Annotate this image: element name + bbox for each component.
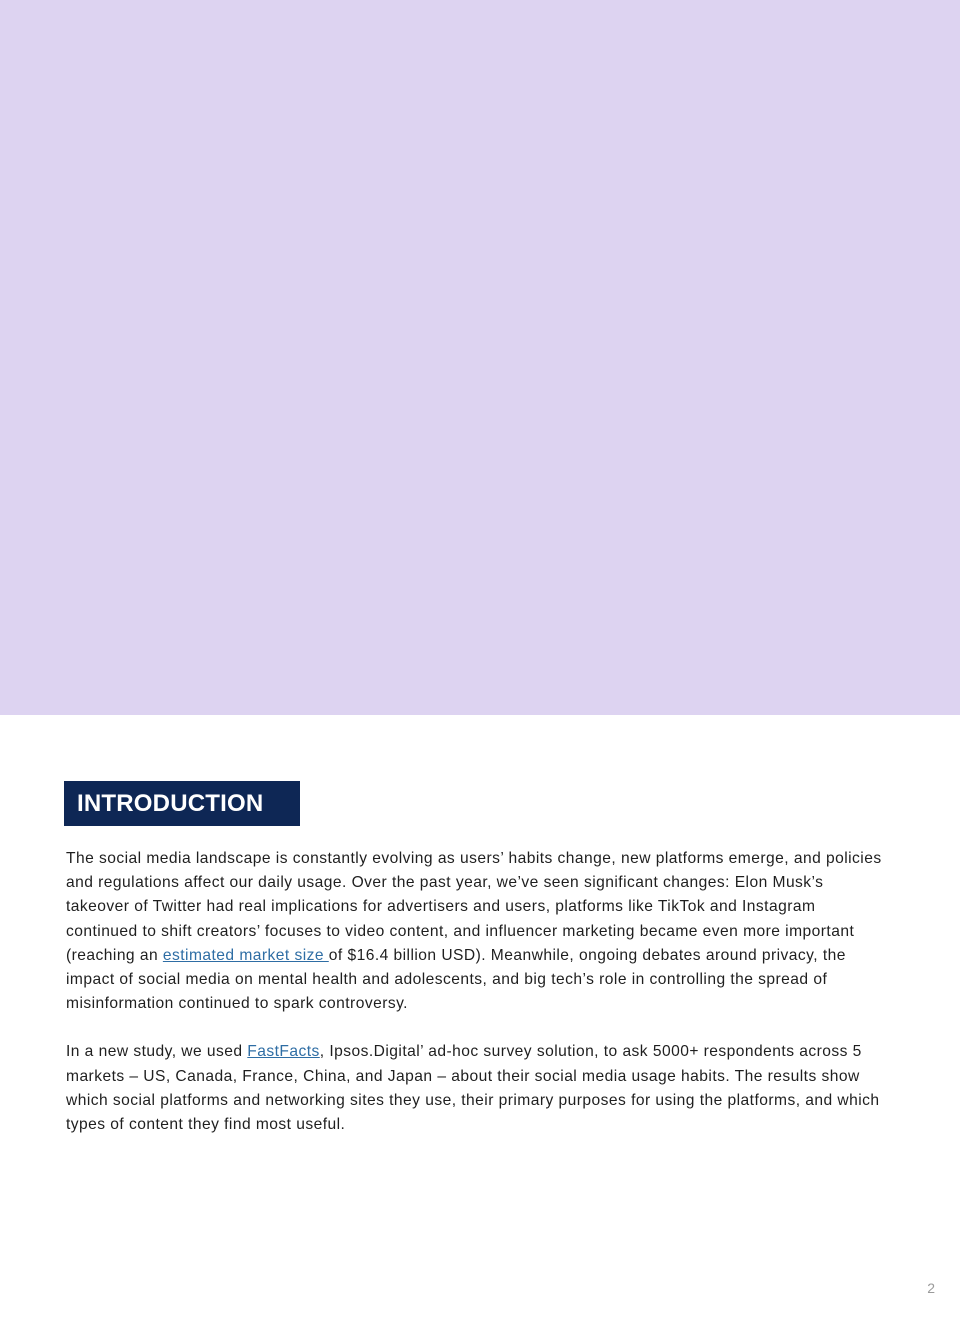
- estimated-market-size-link[interactable]: estimated market size: [162, 946, 329, 964]
- page-number: 2: [927, 1280, 935, 1296]
- paragraph-2-text-end: , Ipsos.Digital’ ad-hoc survey solution, to ask 5000+ respondents across 5 markets – US, Canada, France, China, and Japan – about their social media usage habits. The results show which social platforms and networking sites they use, their primary purposes for using the platforms, and which types of content they find most useful.: [66, 1043, 880, 1134]
- paragraph-2-text-start: In a new study, we used: [66, 1043, 248, 1061]
- intro-paragraph-1: [66, 847, 886, 1016]
- intro-body: [66, 847, 886, 1161]
- paragraph-1-text-end: of $16.4 billion USD). Meanwhile, ongoing debates around privacy, the impact of social media on mental health and adolescents, and big tech’s role in controlling the spread of misinformation continued to spark controversy.: [66, 946, 846, 1013]
- fastfacts-link[interactable]: FastFacts: [247, 1043, 320, 1061]
- paragraph-1-text-start: The social media landscape is constantly evolving as users’ habits change, new platforms emerge, and policies and regulations affect our daily usage. Over the past year, we’ve seen significant changes: Elon Musk’s takeover of Twitter had real implications for advertisers and users, platforms like TikTok and Instagram continued to shift creators’ focuses to video content, and influencer marketing became even more important (reaching an: [66, 850, 882, 964]
- intro-paragraph-2: [66, 1040, 886, 1137]
- section-heading: INTRODUCTION: [64, 781, 300, 826]
